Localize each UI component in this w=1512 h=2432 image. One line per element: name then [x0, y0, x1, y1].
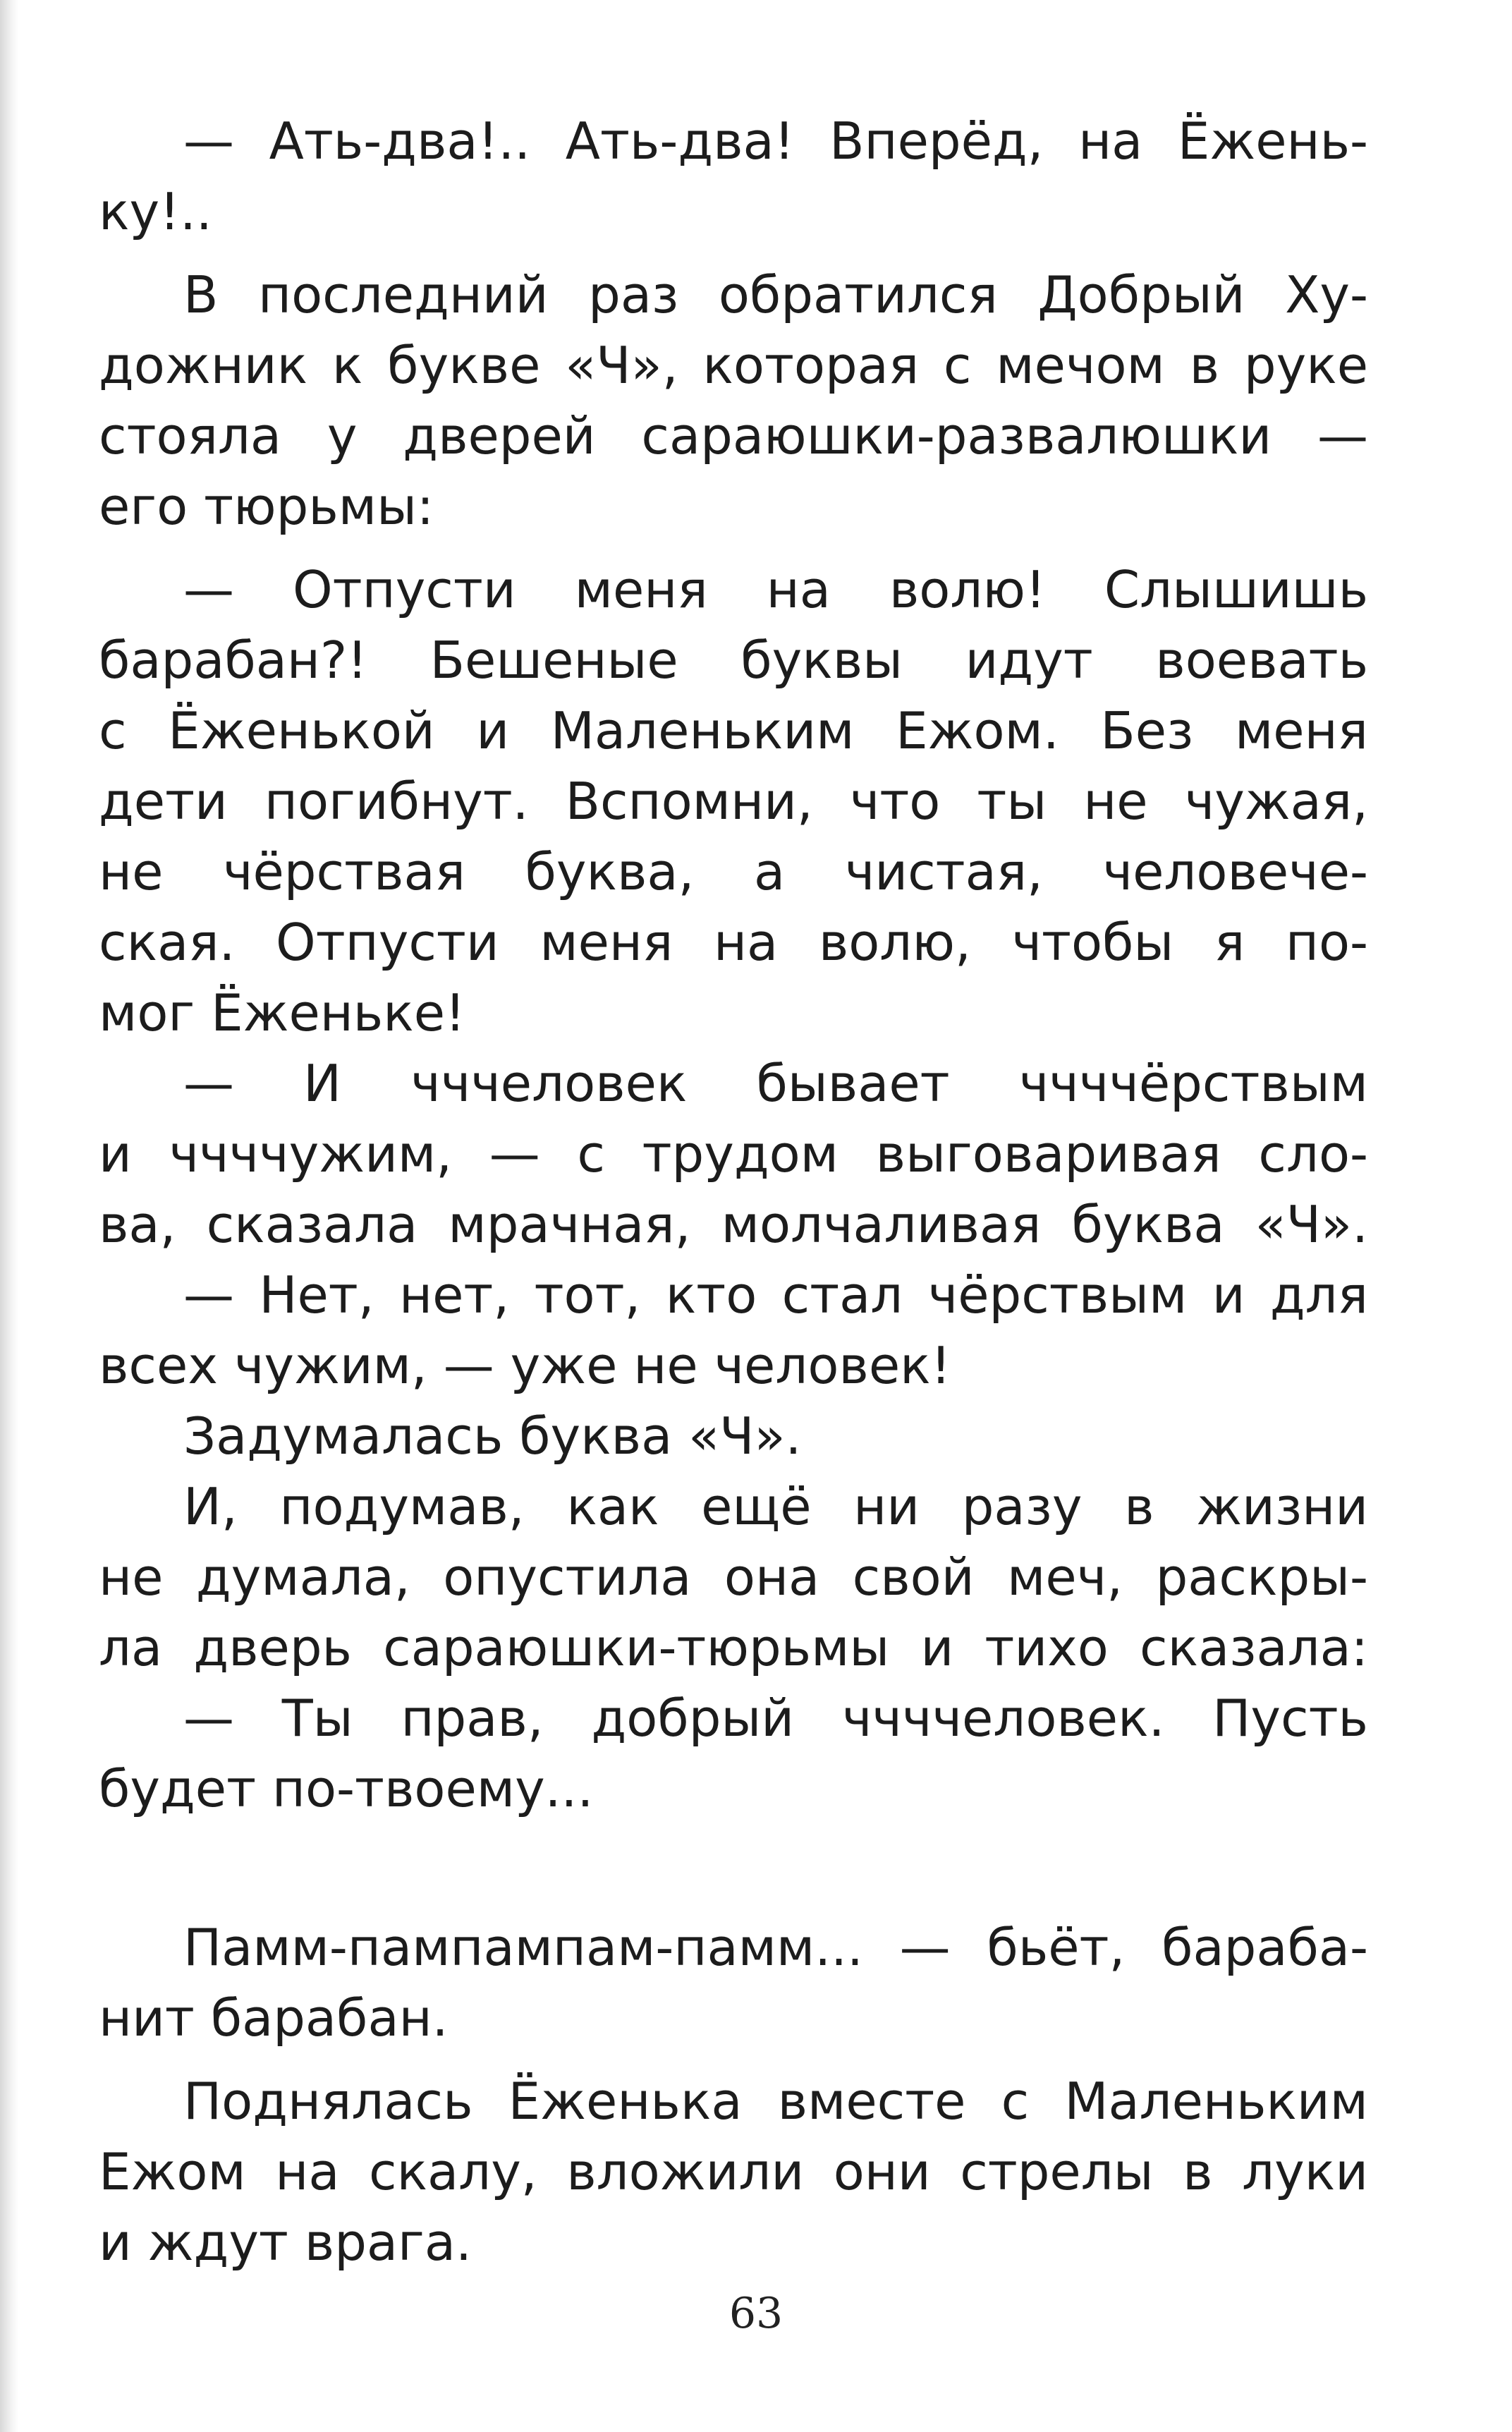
text-line: Поднялась Ёженька вместе с Маленьким — [183, 2072, 1368, 2131]
text-line: ку!.. — [99, 182, 212, 241]
text-line: — Нет, нет, тот, кто стал чёрствым и для — [183, 1265, 1368, 1325]
text-line: дети погибнут. Вспомни, что ты не чужая, — [99, 772, 1368, 831]
text-line: В последний раз обратился Добрый Ху- — [183, 265, 1368, 324]
text-line: дожник к букве «Ч», которая с мечом в руке — [99, 336, 1368, 395]
text-line: ва, сказала мрачная, молчаливая буква «Ч». — [99, 1195, 1368, 1254]
text-line: — Ать-два!.. Ать-два! Вперёд, на Ёжень- — [183, 111, 1368, 171]
text-line: будет по-твоему... — [99, 1759, 594, 1818]
text-line: барабан?! Бешеные буквы идут воевать — [99, 631, 1368, 690]
text-line: Памм-пампампам-памм... — бьёт, бараба- — [183, 1918, 1368, 1977]
text-line: ская. Отпусти меня на волю, чтобы я по- — [99, 913, 1368, 972]
book-page-text — [99, 106, 1368, 2278]
text-line: и ждут врага. — [99, 2213, 472, 2272]
text-line: и ччччужим, — с трудом выговаривая сло- — [99, 1124, 1368, 1184]
text-line: мог Ёженьке! — [99, 983, 465, 1042]
text-line: не думала, опустила она свой меч, раскры- — [99, 1548, 1368, 1607]
text-line: Задумалась буква «Ч». — [183, 1406, 802, 1466]
page-number: 63 — [728, 2289, 784, 2338]
text-line: ла дверь сараюшки-тюрьмы и тихо сказала: — [99, 1618, 1368, 1677]
scan-edge-shadow — [0, 0, 18, 2432]
text-line: — Ты прав, добрый ччччеловек. Пусть — [183, 1689, 1368, 1748]
text-line: его тюрьмы: — [99, 477, 434, 536]
text-line: всех чужим, — уже не человек! — [99, 1336, 951, 1395]
text-line: стояла у дверей сараюшки-развалюшки — — [99, 406, 1368, 466]
text-line: — И чччеловек бывает ччччёрствым — [183, 1054, 1368, 1113]
text-line: И, подумав, как ещё ни разу в жизни — [183, 1477, 1368, 1536]
text-line: не чёрствая буква, а чистая, человече- — [99, 842, 1368, 901]
text-line: Ежом на скалу, вложили они стрелы в луки — [99, 2142, 1368, 2201]
text-line: — Отпусти меня на волю! Слышишь — [183, 560, 1368, 619]
text-line: с Ёженькой и Маленьким Ежом. Без меня — [99, 701, 1368, 760]
text-line: нит барабан. — [99, 1988, 449, 2048]
